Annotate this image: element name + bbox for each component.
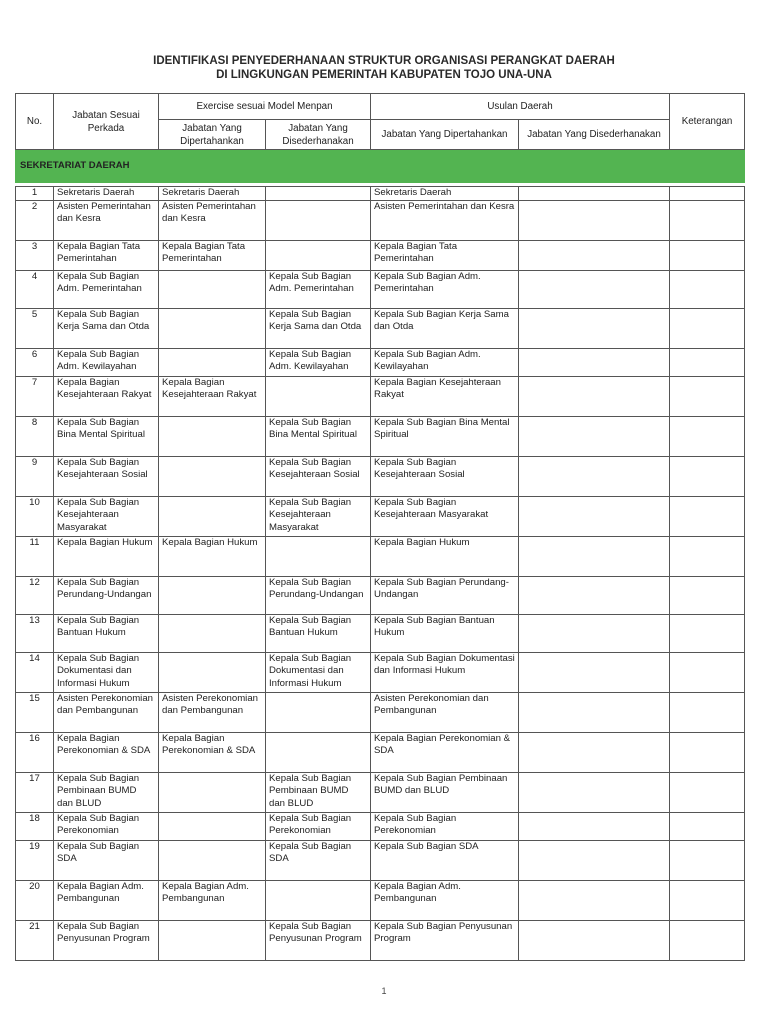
table-row <box>16 692 745 732</box>
cell-ex-disederhanakan: Kepala Sub Bagian Perekonomian <box>266 812 371 840</box>
cell-keterangan <box>670 270 745 308</box>
header-usulan-daerah: Usulan Daerah <box>371 94 670 120</box>
header-us-dipertahankan: Jabatan Yang Dipertahankan <box>371 120 519 150</box>
cell-keterangan <box>670 652 745 692</box>
header-ex-dipertahankan: Jabatan Yang Dipertahankan <box>159 120 266 150</box>
table-row <box>16 456 745 496</box>
header-exercise-menpan: Exercise sesuai Model Menpan <box>159 94 371 120</box>
cell-us-disederhanakan <box>519 772 670 812</box>
cell-no: 3 <box>16 240 54 270</box>
section-row <box>16 150 745 183</box>
cell-ex-disederhanakan: Kepala Sub Bagian Adm. Pemerintahan <box>266 270 371 308</box>
cell-ex-dipertahankan <box>159 920 266 960</box>
cell-no: 21 <box>16 920 54 960</box>
table-row <box>16 376 745 416</box>
cell-jabatan-perkada: Asisten Perekonomian dan Pembangunan <box>54 692 159 732</box>
cell-us-disederhanakan <box>519 416 670 456</box>
cell-no: 20 <box>16 880 54 920</box>
cell-keterangan <box>670 840 745 880</box>
cell-jabatan-perkada: Kepala Bagian Tata Pemerintahan <box>54 240 159 270</box>
cell-no: 12 <box>16 576 54 614</box>
table-row <box>16 732 745 772</box>
cell-ex-dipertahankan <box>159 496 266 536</box>
cell-ex-dipertahankan: Kepala Bagian Hukum <box>159 536 266 576</box>
cell-keterangan <box>670 200 745 240</box>
cell-no: 11 <box>16 536 54 576</box>
cell-ex-dipertahankan <box>159 270 266 308</box>
cell-ex-dipertahankan: Asisten Perekonomian dan Pembangunan <box>159 692 266 732</box>
cell-us-dipertahankan: Kepala Sub Bagian Bina Mental Spiritual <box>371 416 519 456</box>
cell-jabatan-perkada: Kepala Sub Bagian Kesejahteraan Masyarakat <box>54 496 159 536</box>
table-row <box>16 920 745 960</box>
cell-us-disederhanakan <box>519 187 670 201</box>
table-row <box>16 416 745 456</box>
cell-keterangan <box>670 614 745 652</box>
cell-no: 16 <box>16 732 54 772</box>
cell-ex-dipertahankan <box>159 576 266 614</box>
cell-no: 9 <box>16 456 54 496</box>
cell-jabatan-perkada: Sekretaris Daerah <box>54 187 159 201</box>
cell-us-dipertahankan: Kepala Bagian Hukum <box>371 536 519 576</box>
cell-us-dipertahankan: Kepala Sub Bagian Kesejahteraan Sosial <box>371 456 519 496</box>
cell-us-disederhanakan <box>519 692 670 732</box>
cell-jabatan-perkada: Kepala Sub Bagian SDA <box>54 840 159 880</box>
cell-us-disederhanakan <box>519 920 670 960</box>
cell-us-dipertahankan: Kepala Sub Bagian SDA <box>371 840 519 880</box>
cell-ex-dipertahankan <box>159 652 266 692</box>
table-row <box>16 270 745 308</box>
cell-us-dipertahankan: Kepala Bagian Adm. Pembangunan <box>371 880 519 920</box>
cell-us-dipertahankan: Asisten Pemerintahan dan Kesra <box>371 200 519 240</box>
cell-ex-disederhanakan: Kepala Sub Bagian Kerja Sama dan Otda <box>266 308 371 348</box>
header-ex-disederhanakan: Jabatan Yang Disederhanakan <box>266 120 371 150</box>
cell-keterangan <box>670 536 745 576</box>
table-row <box>16 187 745 201</box>
cell-us-disederhanakan <box>519 376 670 416</box>
cell-us-dipertahankan: Kepala Sub Bagian Perundang-Undangan <box>371 576 519 614</box>
cell-us-dipertahankan: Kepala Sub Bagian Adm. Kewilayahan <box>371 348 519 376</box>
document-title <box>0 54 768 82</box>
header-jabatan-perkada: Jabatan Sesuai Perkada <box>54 94 159 150</box>
cell-us-disederhanakan <box>519 240 670 270</box>
table-row <box>16 812 745 840</box>
cell-no: 5 <box>16 308 54 348</box>
cell-ex-disederhanakan: Kepala Sub Bagian Bina Mental Spiritual <box>266 416 371 456</box>
cell-us-dipertahankan: Kepala Sub Bagian Adm. Pemerintahan <box>371 270 519 308</box>
table-row <box>16 614 745 652</box>
cell-no: 15 <box>16 692 54 732</box>
cell-keterangan <box>670 576 745 614</box>
cell-us-disederhanakan <box>519 348 670 376</box>
cell-ex-dipertahankan <box>159 348 266 376</box>
cell-jabatan-perkada: Kepala Bagian Kesejahteraan Rakyat <box>54 376 159 416</box>
cell-us-dipertahankan: Kepala Sub Bagian Perekonomian <box>371 812 519 840</box>
cell-ex-dipertahankan <box>159 416 266 456</box>
cell-jabatan-perkada: Kepala Sub Bagian Perekonomian <box>54 812 159 840</box>
cell-ex-disederhanakan: Kepala Sub Bagian Bantuan Hukum <box>266 614 371 652</box>
header-keterangan: Keterangan <box>670 94 745 150</box>
table-row <box>16 200 745 240</box>
cell-keterangan <box>670 348 745 376</box>
cell-ex-disederhanakan <box>266 200 371 240</box>
cell-ex-disederhanakan <box>266 692 371 732</box>
table-row <box>16 772 745 812</box>
cell-keterangan <box>670 456 745 496</box>
header-us-disederhanakan: Jabatan Yang Disederhanakan <box>519 120 670 150</box>
cell-jabatan-perkada: Kepala Sub Bagian Bina Mental Spiritual <box>54 416 159 456</box>
cell-us-disederhanakan <box>519 614 670 652</box>
cell-us-disederhanakan <box>519 840 670 880</box>
cell-us-disederhanakan <box>519 496 670 536</box>
cell-ex-disederhanakan <box>266 376 371 416</box>
cell-us-disederhanakan <box>519 812 670 840</box>
cell-keterangan <box>670 920 745 960</box>
cell-us-dipertahankan: Kepala Sub Bagian Pembinaan BUMD dan BLUD <box>371 772 519 812</box>
cell-jabatan-perkada: Kepala Sub Bagian Dokumentasi dan Informasi Hukum <box>54 652 159 692</box>
section-label: SEKRETARIAT DAERAH <box>16 150 745 183</box>
cell-jabatan-perkada: Kepala Sub Bagian Kerja Sama dan Otda <box>54 308 159 348</box>
cell-keterangan <box>670 416 745 456</box>
cell-jabatan-perkada: Kepala Bagian Adm. Pembangunan <box>54 880 159 920</box>
cell-no: 4 <box>16 270 54 308</box>
cell-keterangan <box>670 187 745 201</box>
cell-ex-disederhanakan: Kepala Sub Bagian Dokumentasi dan Informasi Hukum <box>266 652 371 692</box>
table-row <box>16 348 745 376</box>
page-number: 1 <box>381 986 387 996</box>
cell-us-disederhanakan <box>519 456 670 496</box>
cell-ex-disederhanakan: Kepala Sub Bagian Penyusunan Program <box>266 920 371 960</box>
cell-ex-disederhanakan <box>266 880 371 920</box>
cell-jabatan-perkada: Kepala Sub Bagian Penyusunan Program <box>54 920 159 960</box>
cell-ex-dipertahankan <box>159 772 266 812</box>
cell-jabatan-perkada: Kepala Sub Bagian Pembinaan BUMD dan BLUD <box>54 772 159 812</box>
cell-keterangan <box>670 308 745 348</box>
cell-keterangan <box>670 496 745 536</box>
cell-keterangan <box>670 692 745 732</box>
cell-ex-disederhanakan <box>266 536 371 576</box>
cell-us-disederhanakan <box>519 880 670 920</box>
cell-ex-dipertahankan <box>159 456 266 496</box>
cell-no: 13 <box>16 614 54 652</box>
cell-us-dipertahankan: Kepala Bagian Tata Pemerintahan <box>371 240 519 270</box>
cell-ex-disederhanakan: Kepala Sub Bagian Kesejahteraan Sosial <box>266 456 371 496</box>
cell-us-dipertahankan: Asisten Perekonomian dan Pembangunan <box>371 692 519 732</box>
cell-ex-dipertahankan: Sekretaris Daerah <box>159 187 266 201</box>
cell-ex-disederhanakan: Kepala Sub Bagian Adm. Kewilayahan <box>266 348 371 376</box>
title-line-2: DI LINGKUNGAN PEMERINTAH KABUPATEN TOJO UNA-UNA <box>216 69 552 81</box>
cell-ex-dipertahankan: Kepala Bagian Tata Pemerintahan <box>159 240 266 270</box>
table-row <box>16 652 745 692</box>
cell-no: 1 <box>16 187 54 201</box>
cell-ex-disederhanakan: Kepala Sub Bagian Perundang-Undangan <box>266 576 371 614</box>
cell-keterangan <box>670 732 745 772</box>
cell-us-dipertahankan: Kepala Sub Bagian Bantuan Hukum <box>371 614 519 652</box>
cell-ex-dipertahankan <box>159 614 266 652</box>
header-no: No. <box>16 94 54 150</box>
cell-jabatan-perkada: Kepala Bagian Hukum <box>54 536 159 576</box>
cell-us-disederhanakan <box>519 652 670 692</box>
cell-keterangan <box>670 812 745 840</box>
cell-us-disederhanakan <box>519 308 670 348</box>
cell-jabatan-perkada: Kepala Sub Bagian Adm. Kewilayahan <box>54 348 159 376</box>
cell-keterangan <box>670 240 745 270</box>
cell-jabatan-perkada: Kepala Bagian Perekonomian & SDA <box>54 732 159 772</box>
cell-ex-disederhanakan: Kepala Sub Bagian Kesejahteraan Masyarakat <box>266 496 371 536</box>
cell-no: 14 <box>16 652 54 692</box>
cell-keterangan <box>670 880 745 920</box>
cell-ex-disederhanakan <box>266 732 371 772</box>
cell-no: 19 <box>16 840 54 880</box>
cell-ex-dipertahankan: Kepala Bagian Perekonomian & SDA <box>159 732 266 772</box>
cell-us-dipertahankan: Kepala Sub Bagian Dokumentasi dan Informasi Hukum <box>371 652 519 692</box>
cell-us-dipertahankan: Kepala Sub Bagian Penyusunan Program <box>371 920 519 960</box>
cell-us-dipertahankan: Kepala Sub Bagian Kerja Sama dan Otda <box>371 308 519 348</box>
cell-keterangan <box>670 376 745 416</box>
cell-ex-dipertahankan: Asisten Pemerintahan dan Kesra <box>159 200 266 240</box>
table-row <box>16 840 745 880</box>
cell-us-disederhanakan <box>519 270 670 308</box>
cell-no: 17 <box>16 772 54 812</box>
title-line-1: IDENTIFIKASI PENYEDERHANAAN STRUKTUR ORGANISASI PERANGKAT DAERAH <box>153 55 615 67</box>
cell-ex-dipertahankan: Kepala Bagian Adm. Pembangunan <box>159 880 266 920</box>
table-row <box>16 308 745 348</box>
cell-jabatan-perkada: Kepala Sub Bagian Adm. Pemerintahan <box>54 270 159 308</box>
cell-no: 10 <box>16 496 54 536</box>
identification-table <box>15 93 745 961</box>
cell-ex-dipertahankan <box>159 308 266 348</box>
cell-no: 8 <box>16 416 54 456</box>
cell-us-dipertahankan: Kepala Sub Bagian Kesejahteraan Masyarakat <box>371 496 519 536</box>
table-row <box>16 536 745 576</box>
cell-us-disederhanakan <box>519 576 670 614</box>
cell-no: 18 <box>16 812 54 840</box>
cell-us-dipertahankan: Sekretaris Daerah <box>371 187 519 201</box>
cell-ex-disederhanakan <box>266 240 371 270</box>
cell-ex-disederhanakan <box>266 187 371 201</box>
cell-ex-dipertahankan <box>159 812 266 840</box>
cell-jabatan-perkada: Asisten Pemerintahan dan Kesra <box>54 200 159 240</box>
table-row <box>16 496 745 536</box>
cell-jabatan-perkada: Kepala Sub Bagian Perundang-Undangan <box>54 576 159 614</box>
cell-no: 7 <box>16 376 54 416</box>
cell-us-dipertahankan: Kepala Bagian Kesejahteraan Rakyat <box>371 376 519 416</box>
cell-us-disederhanakan <box>519 200 670 240</box>
cell-no: 2 <box>16 200 54 240</box>
table-row <box>16 240 745 270</box>
cell-ex-dipertahankan <box>159 840 266 880</box>
table-row <box>16 576 745 614</box>
cell-us-dipertahankan: Kepala Bagian Perekonomian & SDA <box>371 732 519 772</box>
cell-us-disederhanakan <box>519 536 670 576</box>
cell-ex-disederhanakan: Kepala Sub Bagian SDA <box>266 840 371 880</box>
cell-keterangan <box>670 772 745 812</box>
cell-ex-disederhanakan: Kepala Sub Bagian Pembinaan BUMD dan BLUD <box>266 772 371 812</box>
table-row <box>16 880 745 920</box>
cell-no: 6 <box>16 348 54 376</box>
cell-jabatan-perkada: Kepala Sub Bagian Bantuan Hukum <box>54 614 159 652</box>
cell-us-disederhanakan <box>519 732 670 772</box>
cell-ex-dipertahankan: Kepala Bagian Kesejahteraan Rakyat <box>159 376 266 416</box>
cell-jabatan-perkada: Kepala Sub Bagian Kesejahteraan Sosial <box>54 456 159 496</box>
